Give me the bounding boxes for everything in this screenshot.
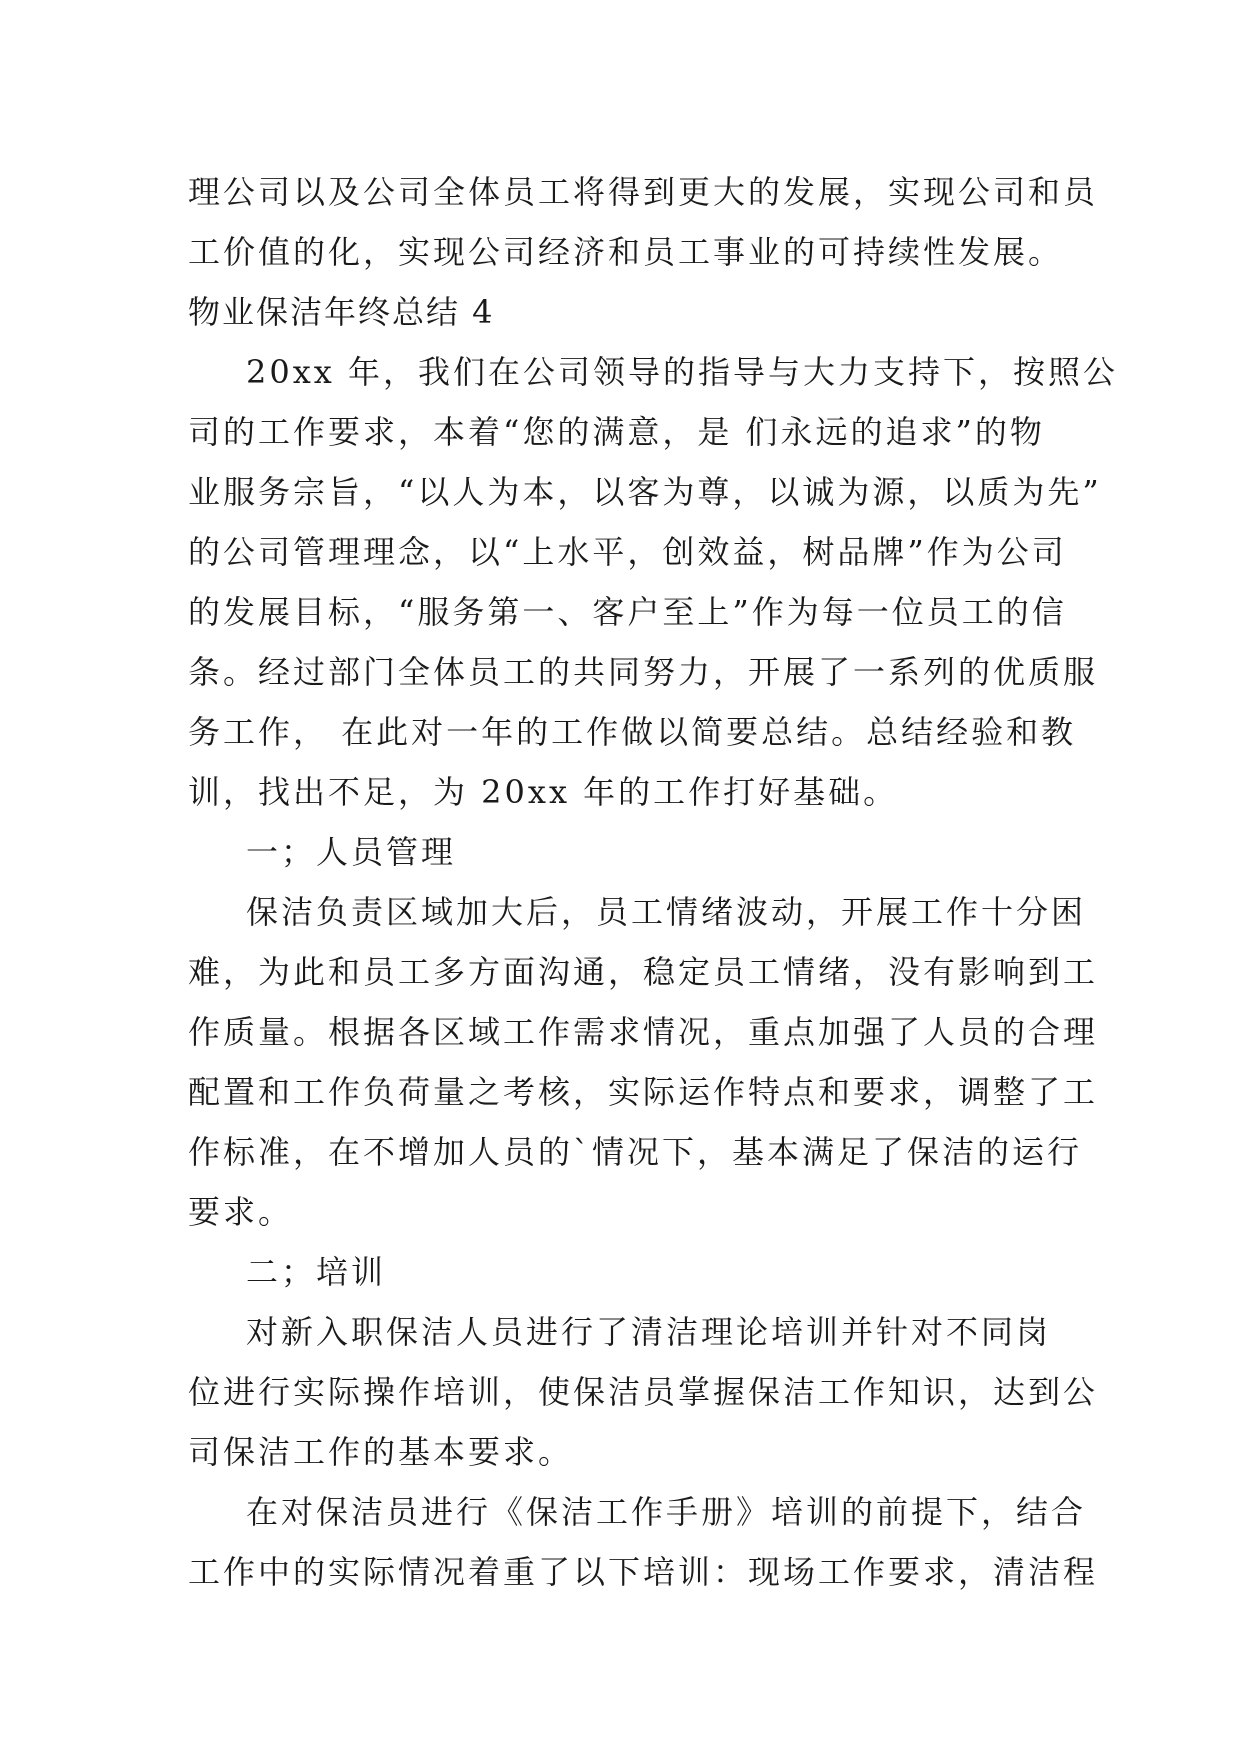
text-line: 作标准，在不增加人员的`情况下，基本满足了保洁的运行	[188, 1133, 1083, 1171]
section-title: 物业保洁年终总结 4	[188, 293, 495, 331]
text-line: 20xx 年，我们在公司领导的指导与大力支持下，按照公	[246, 353, 1118, 391]
text-line: 的发展目标，“服务第一、客户至上”作为每一位员工的信	[188, 593, 1067, 631]
text-line: 一；人员管理	[246, 833, 457, 871]
text-line: 工作中的实际情况着重了以下培训：现场工作要求，清洁程	[188, 1553, 1099, 1591]
text-line: 保洁负责区域加大后，员工情绪波动，开展工作十分困	[246, 893, 1087, 931]
text-line: 工价值的化，实现公司经济和员工事业的可持续性发展。	[188, 233, 1064, 271]
text-line: 位进行实际操作培训，使保洁员掌握保洁工作知识，达到公	[188, 1373, 1099, 1411]
text-line: 司保洁工作的基本要求。	[188, 1433, 574, 1471]
text-line: 在对保洁员进行《保洁工作手册》培训的前提下，结合	[246, 1493, 1087, 1531]
text-line: 的公司管理理念，以“上水平，创效益，树品牌”作为公司	[188, 533, 1067, 571]
text-line: 业服务宗旨，“以人为本，以客为尊，以诚为源，以质为先”	[188, 473, 1102, 511]
text-line: 理公司以及公司全体员工将得到更大的发展，实现公司和员	[188, 173, 1099, 211]
document-body	[188, 162, 1118, 1602]
text-line: 难，为此和员工多方面沟通，稳定员工情绪，没有影响到工	[188, 953, 1099, 991]
text-line: 二；培训	[246, 1253, 387, 1291]
text-line: 司的工作要求，本着“您的满意，是 们永远的追求”的物	[188, 413, 1045, 451]
text-line: 配置和工作负荷量之考核，实际运作特点和要求，调整了工	[188, 1073, 1099, 1111]
text-line: 条。经过部门全体员工的共同努力，开展了一系列的优质服	[188, 653, 1099, 691]
text-line: 训，找出不足，为 20xx 年的工作打好基础。	[188, 773, 899, 811]
text-line: 要求。	[188, 1193, 294, 1231]
text-line: 作质量。根据各区域工作需求情况，重点加强了人员的合理	[188, 1013, 1099, 1051]
text-line: 对新入职保洁人员进行了清洁理论培训并针对不同岗	[246, 1313, 1052, 1351]
text-line: 务工作， 在此对一年的工作做以简要总结。总结经验和教	[188, 713, 1077, 751]
